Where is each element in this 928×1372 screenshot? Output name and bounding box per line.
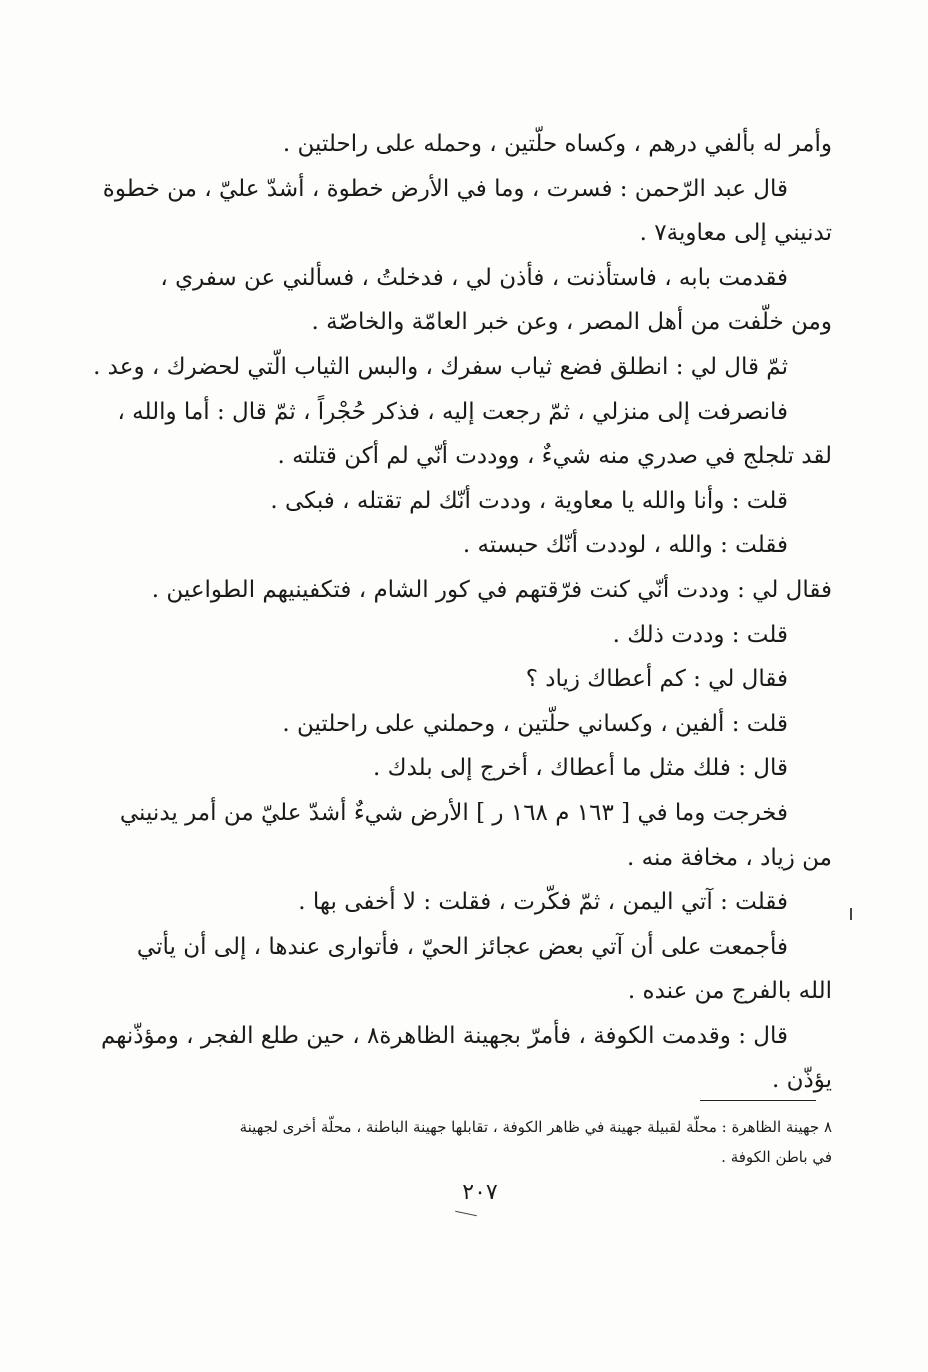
text-line: فانصرفت إلى منزلي ، ثمّ رجعت إليه ، فذكر حُجْراً ، ثمّ قال : أما والله ، <box>117 398 788 425</box>
text-line: تدنيني إلى معاوية٧ . <box>639 220 832 247</box>
text-line: من زياد ، مخافة منه . <box>627 844 832 871</box>
footnote-divider <box>700 1100 816 1101</box>
text-line: فقال لي : كم أعطاك زياد ؟ <box>525 666 788 693</box>
footnote-line: ٨ جهينة الظاهرة : محلّة لقبيلة جهينة في ظاهر الكوفة ، تقابلها جهينة الباطنة ، محلّة أخرى لجهينة <box>239 1118 832 1136</box>
text-line: فقال لي : وددت أنّي كنت فرّقتهم في كور الشام ، فتكفينيهم الطواعين . <box>151 576 832 603</box>
text-line: يؤذّن . <box>771 1067 832 1094</box>
text-line: قال عبد الرّحمن : فسرت ، وما في الأرض خطوة ، أشدّ عليّ ، من خطوة <box>102 175 788 202</box>
text-line: قلت : ألفين ، وكساني حلّتين ، وحملني على راحلتين . <box>282 710 788 737</box>
text-line: وأمر له بألفي درهم ، وكساه حلّتين ، وحمله على راحلتين . <box>282 131 832 157</box>
text-line: فقدمت بابه ، فاستأذنت ، فأذن لي ، فدخلتُ ، فسألني عن سفري ، <box>160 264 788 291</box>
text-line: ثمّ قال لي : انطلق فضع ثياب سفرك ، والبس الثياب الّتي لحضرك ، وعد . <box>93 353 788 380</box>
footnote <box>160 1112 832 1172</box>
text-line: فقلت : والله ، لوددت أنّك حبسته . <box>462 532 788 559</box>
main-text <box>93 122 832 1103</box>
text-line: فخرجت وما في [ ١٦٣ م ١٦٨ ر ] الأرض شيءٌ أشدّ عليّ من أمر يدنيني <box>119 799 788 826</box>
scan-speck <box>455 1211 477 1217</box>
text-line: فأجمعت على أن آتي بعض عجائز الحيّ ، فأتوارى عندها ، إلى أن يأتي <box>136 933 788 960</box>
text-line: لقد تلجلج في صدري منه شيءٌ ، ووددت أنّي لم أكن قتلته . <box>277 443 832 470</box>
text-line: قال : فلك مثل ما أعطاك ، أخرج إلى بلدك . <box>372 755 788 782</box>
text-line: قلت : وددت ذلك . <box>612 621 788 648</box>
text-line: فقلت : آتي اليمن ، ثمّ فكّرت ، فقلت : لا أخفى بها . <box>298 889 788 916</box>
footnote-line: في باطن الكوفة . <box>721 1148 832 1166</box>
text-line: قال : وقدمت الكوفة ، فأمرّ بجهينة الظاهرة٨ ، حين طلع الفجر ، ومؤذّنهم <box>100 1022 788 1049</box>
text-line: قلت : وأنا والله يا معاوية ، وددت أنّك لم تقتله ، فبكى . <box>270 487 788 514</box>
scan-speck <box>850 908 852 920</box>
text-line: ومن خلّفت من أهل المصر ، وعن خبر العامّة والخاصّة . <box>311 309 832 336</box>
text-line: الله بالفرج من عنده . <box>627 978 832 1005</box>
page-number: ٢٠٧ <box>462 1180 498 1205</box>
